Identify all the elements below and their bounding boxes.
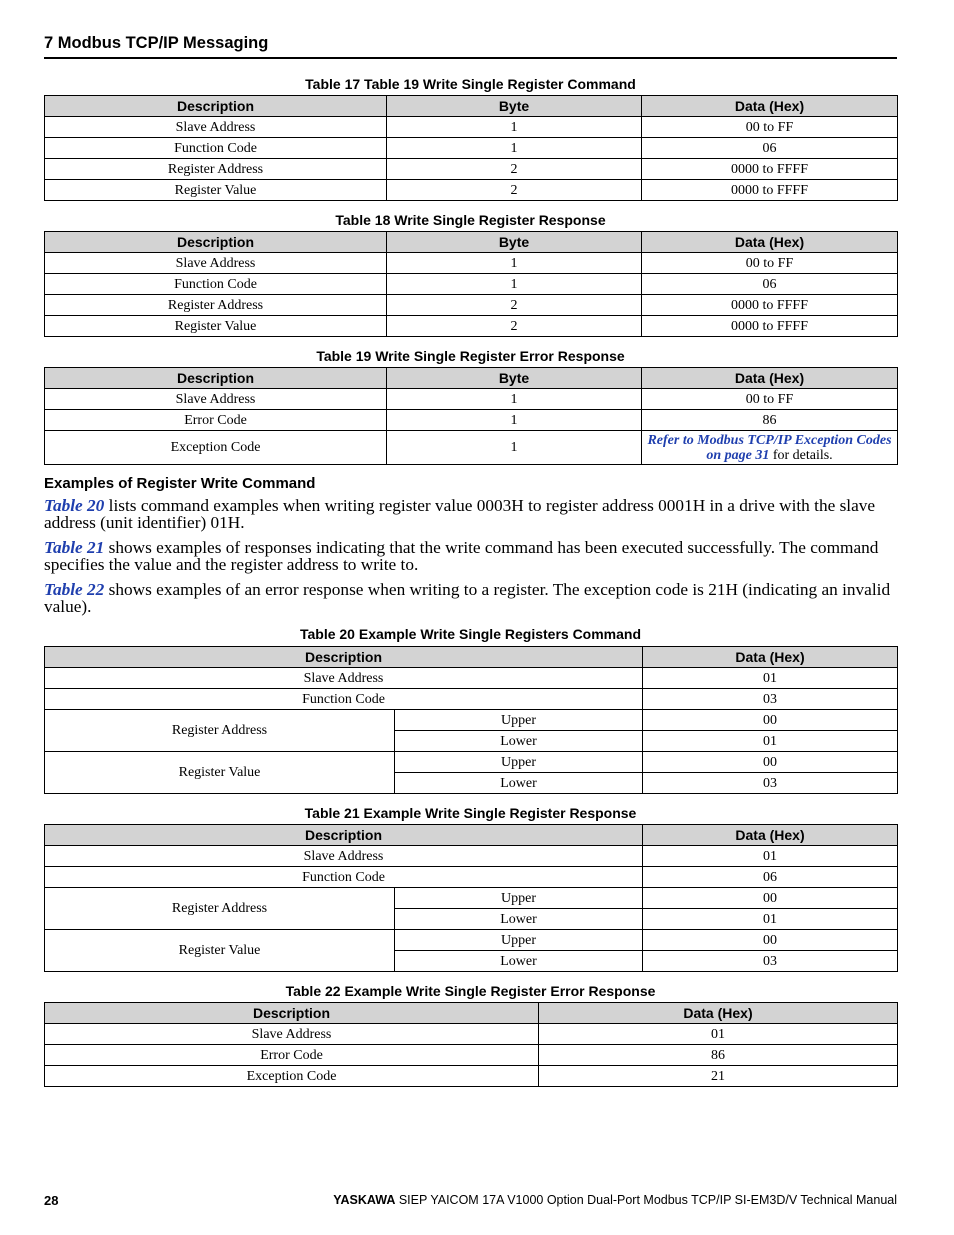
table-cell: 1	[387, 138, 642, 159]
table-row	[45, 389, 898, 410]
table-cell: 03	[643, 689, 898, 710]
table-20	[44, 646, 898, 794]
table-cell: 21	[539, 1066, 898, 1087]
table-cell: Function Code	[45, 689, 643, 710]
table-header-row	[45, 825, 898, 846]
table-19	[44, 367, 898, 465]
table-row	[45, 253, 898, 274]
table-header-row	[45, 96, 898, 117]
table-header-row	[45, 647, 898, 668]
column-header: Description	[45, 825, 643, 846]
table-cell: 03	[643, 951, 898, 972]
table-cell: Register Address	[45, 888, 395, 930]
link-suffix: for details.	[769, 447, 833, 463]
column-header: Description	[45, 96, 387, 117]
column-header: Data (Hex)	[643, 825, 898, 846]
column-header: Description	[45, 368, 387, 389]
table-row	[45, 888, 898, 909]
table-cell: 86	[642, 410, 898, 431]
table-row	[45, 138, 898, 159]
table-row	[45, 180, 898, 201]
table-cell: 00 to FF	[642, 117, 898, 138]
table-cell: 1	[387, 410, 642, 431]
table-cell: Error Code	[45, 1045, 539, 1066]
table-cell: 00	[643, 752, 898, 773]
table-cell: 0000 to FFFF	[642, 180, 898, 201]
table-cell: Error Code	[45, 410, 387, 431]
table-cell: 00	[643, 888, 898, 909]
table-cell: Lower	[395, 773, 643, 794]
table-row	[45, 295, 898, 316]
table-cell: 2	[387, 295, 642, 316]
paragraph	[44, 581, 897, 615]
table-20-caption: Table 20 Example Write Single Registers Command	[299, 626, 642, 642]
table-22-link[interactable]: Table 22	[44, 580, 105, 599]
column-header: Data (Hex)	[642, 96, 898, 117]
table-cell: Register Value	[45, 316, 387, 337]
table-cell: 1	[387, 431, 642, 465]
table-cell: Slave Address	[45, 389, 387, 410]
column-header: Byte	[387, 96, 642, 117]
table-cell: Exception Code	[45, 1066, 539, 1087]
table-cell: 2	[387, 316, 642, 337]
column-header: Description	[45, 232, 387, 253]
section-heading: Examples of Register Write Command	[44, 475, 316, 492]
table-17	[44, 95, 898, 201]
table-cell: Register Value	[45, 180, 387, 201]
paragraph	[44, 497, 897, 531]
column-header: Data (Hex)	[642, 368, 898, 389]
table-row	[45, 431, 898, 465]
table-cell: 0000 to FFFF	[642, 316, 898, 337]
table-row	[45, 668, 898, 689]
table-cell: 2	[387, 180, 642, 201]
table-cell: Register Address	[45, 159, 387, 180]
table-cell: 06	[643, 867, 898, 888]
table-19-caption: Table 19 Write Single Register Error Response	[316, 348, 625, 364]
table-cell: 1	[387, 389, 642, 410]
table-row	[45, 1024, 898, 1045]
table-cell: Upper	[395, 888, 643, 909]
table-cell: Lower	[395, 731, 643, 752]
paragraph-text: shows examples of responses indicating that the write command has been executed successfully. The command specifies the value and the register address to write to.	[44, 538, 879, 574]
table-18-caption: Table 18 Write Single Register Response	[335, 212, 606, 228]
table-cell: 0000 to FFFF	[642, 159, 898, 180]
table-cell: 1	[387, 117, 642, 138]
exception-codes-link[interactable]: Refer to Modbus TCP/IP Exception Codes on page 31	[647, 432, 892, 463]
table-row	[45, 846, 898, 867]
table-cell: 0000 to FFFF	[642, 295, 898, 316]
table-cell: Upper	[395, 752, 643, 773]
table-22-caption: Table 22 Example Write Single Register Error Response	[285, 983, 656, 999]
chapter-title: 7 Modbus TCP/IP Messaging	[44, 34, 269, 52]
footer-manual-title	[333, 1193, 897, 1207]
table-cell: 01	[539, 1024, 898, 1045]
table-cell: Register Value	[45, 752, 395, 794]
table-17-caption: Table 17 Table 19 Write Single Register Command	[305, 76, 636, 92]
table-cell: Lower	[395, 951, 643, 972]
table-cell: 00	[643, 930, 898, 951]
table-row	[45, 1045, 898, 1066]
table-cell: Slave Address	[45, 253, 387, 274]
table-cell	[642, 431, 898, 465]
table-cell: 01	[643, 909, 898, 930]
column-header: Description	[45, 1003, 539, 1024]
column-header: Byte	[387, 368, 642, 389]
table-cell: 2	[387, 159, 642, 180]
table-cell: Function Code	[45, 138, 387, 159]
table-row	[45, 159, 898, 180]
table-cell: Slave Address	[45, 846, 643, 867]
table-cell: 1	[387, 274, 642, 295]
table-cell: Register Value	[45, 930, 395, 972]
table-cell: Function Code	[45, 274, 387, 295]
table-row	[45, 274, 898, 295]
table-row	[45, 117, 898, 138]
table-cell: Slave Address	[45, 668, 643, 689]
table-cell: Lower	[395, 909, 643, 930]
table-row	[45, 752, 898, 773]
table-21-link[interactable]: Table 21	[44, 538, 105, 557]
table-row	[45, 930, 898, 951]
table-cell: Register Address	[45, 295, 387, 316]
table-18	[44, 231, 898, 337]
table-cell: Upper	[395, 930, 643, 951]
table-header-row	[45, 232, 898, 253]
column-header: Data (Hex)	[643, 647, 898, 668]
table-cell: 00	[643, 710, 898, 731]
table-20-link[interactable]: Table 20	[44, 496, 105, 515]
table-cell: 01	[643, 668, 898, 689]
paragraph	[44, 539, 897, 573]
table-cell: Slave Address	[45, 117, 387, 138]
table-cell: 00 to FF	[642, 389, 898, 410]
table-row	[45, 689, 898, 710]
table-cell: Upper	[395, 710, 643, 731]
table-cell: 01	[643, 846, 898, 867]
table-cell: 86	[539, 1045, 898, 1066]
table-cell: 1	[387, 253, 642, 274]
table-cell: Function Code	[45, 867, 643, 888]
paragraph-text: shows examples of an error response when writing to a register. The exception code is 21H (indicating an invalid value).	[44, 580, 891, 616]
table-row	[45, 710, 898, 731]
brand-name: YASKAWA	[333, 1193, 396, 1207]
column-header: Data (Hex)	[642, 232, 898, 253]
page-header	[44, 33, 897, 59]
table-cell: 00 to FF	[642, 253, 898, 274]
table-cell: 06	[642, 138, 898, 159]
table-cell: Slave Address	[45, 1024, 539, 1045]
column-header: Data (Hex)	[539, 1003, 898, 1024]
column-header: Description	[45, 647, 643, 668]
table-row	[45, 316, 898, 337]
table-header-row	[45, 368, 898, 389]
table-cell: 01	[643, 731, 898, 752]
paragraph-text: lists command examples when writing register value 0003H to register address 0001H in a drive with the slave address (unit identifier) 01H.	[44, 496, 876, 532]
table-row	[45, 1066, 898, 1087]
table-21-caption: Table 21 Example Write Single Register Response	[304, 805, 637, 821]
table-header-row	[45, 1003, 898, 1024]
manual-name: SIEP YAICOM 17A V1000 Option Dual-Port Modbus TCP/IP SI-EM3D/V Technical Manual	[395, 1193, 897, 1207]
table-cell: 06	[642, 274, 898, 295]
table-row	[45, 410, 898, 431]
table-cell: Register Address	[45, 710, 395, 752]
page-number: 28	[44, 1193, 59, 1208]
table-cell: 03	[643, 773, 898, 794]
table-cell: Exception Code	[45, 431, 387, 465]
table-22	[44, 1002, 898, 1087]
column-header: Byte	[387, 232, 642, 253]
table-row	[45, 867, 898, 888]
table-21	[44, 824, 898, 972]
